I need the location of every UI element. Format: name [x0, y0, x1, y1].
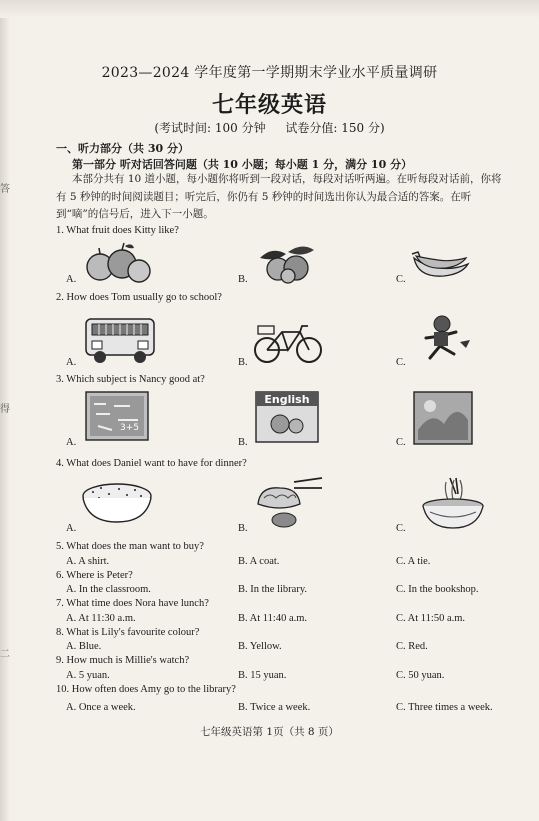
- question-8: 8. What is Lily's favourite colour?: [56, 627, 200, 638]
- q5-option-c[interactable]: C. A tie.: [396, 556, 431, 567]
- question-1: 1. What fruit does Kitty like?: [56, 225, 179, 236]
- q3-option-c[interactable]: C.: [396, 437, 406, 448]
- q9-option-a[interactable]: A. 5 yuan.: [66, 670, 110, 681]
- question-2: 2. How does Tom usually go to school?: [56, 292, 222, 303]
- svg-text:3+5: 3+5: [120, 423, 139, 433]
- q10-option-a[interactable]: A. Once a week.: [66, 702, 136, 713]
- question-4: 4. What does Daniel want to have for dinner?: [56, 458, 247, 469]
- full-score: 试卷分值: 150 分): [285, 121, 385, 135]
- q3-option-b[interactable]: B.: [238, 437, 248, 448]
- exam-time: (考试时间: 100 分钟: [154, 121, 266, 135]
- q3-option-a[interactable]: A.: [66, 437, 77, 448]
- margin-mark-1: 答: [0, 184, 10, 195]
- subject-title: 七年级英语: [211, 92, 327, 118]
- q1-option-b[interactable]: B.: [238, 274, 248, 285]
- q9-option-b[interactable]: B. 15 yuan.: [238, 670, 287, 681]
- q2-option-b[interactable]: B.: [238, 357, 248, 368]
- exam-title: 2023—2024 学年度第一学期期末学业水平质量调研: [101, 65, 438, 81]
- q7-option-b[interactable]: B. At 11:40 a.m.: [238, 613, 308, 624]
- margin-mark-3: 二: [0, 649, 10, 660]
- maths-book-picture: [84, 390, 150, 442]
- bus-picture: [82, 313, 158, 365]
- english-book-picture: [254, 390, 320, 444]
- margin-mark-2: 得: [0, 404, 10, 415]
- q10-option-b[interactable]: B. Twice a week.: [238, 702, 311, 713]
- noodles-picture: [420, 476, 486, 532]
- q2-option-a[interactable]: A.: [66, 357, 77, 368]
- q8-option-a[interactable]: A. Blue.: [66, 641, 102, 652]
- q6-option-c[interactable]: C. In the bookshop.: [396, 584, 479, 595]
- q6-option-b[interactable]: B. In the library.: [238, 584, 308, 595]
- question-6: 6. Where is Peter?: [56, 570, 133, 581]
- q4-option-a[interactable]: A.: [66, 523, 77, 534]
- q8-option-b[interactable]: B. Yellow.: [238, 641, 282, 652]
- oranges-picture: [252, 242, 322, 284]
- page-top-shadow: [0, 0, 539, 18]
- q4-option-b[interactable]: B.: [238, 523, 248, 534]
- q7-option-c[interactable]: C. At 11:50 a.m.: [396, 613, 466, 624]
- instructions: 本部分共有 10 道小题，每小题你将听到一段对话，每段对话听两遍。在听每段对话前，你将有 5 秒钟的时间阅读题目；听完后，你仍有 5 秒钟的时间选出你认为最合适的答案。在听到“嘀”的信号后，进入下一小题。: [56, 173, 502, 220]
- q9-option-c[interactable]: C. 50 yuan.: [396, 670, 445, 681]
- part-heading: 第一部分 听对话回答问题（共 10 小题；每小题 1 分，满分 10 分）: [72, 158, 413, 171]
- exam-info: [0, 119, 539, 136]
- dumplings-picture: [250, 476, 326, 530]
- page-footer: 七年级英语第 1页（共 8 页）: [200, 726, 339, 738]
- q7-option-a[interactable]: A. At 11:30 a.m.: [66, 613, 136, 624]
- running-boy-picture: [416, 312, 474, 364]
- question-3: 3. Which subject is Nancy good at?: [56, 374, 205, 385]
- q4-option-c[interactable]: C.: [396, 523, 406, 534]
- q1-option-c[interactable]: C.: [396, 274, 406, 285]
- q1-option-a[interactable]: A.: [66, 274, 77, 285]
- q10-option-c[interactable]: C. Three times a week.: [396, 702, 493, 713]
- bicycle-picture: [252, 318, 324, 366]
- art-book-picture: [412, 390, 474, 446]
- question-7: 7. What time does Nora have lunch?: [56, 598, 209, 609]
- question-9: 9. How much is Millie's watch?: [56, 655, 190, 666]
- q2-option-c[interactable]: C.: [396, 357, 406, 368]
- english-book-label: English: [264, 393, 310, 406]
- question-5: 5. What does the man want to buy?: [56, 541, 204, 552]
- q6-option-a[interactable]: A. In the classroom.: [66, 584, 151, 595]
- q5-option-a[interactable]: A. A shirt.: [66, 556, 110, 567]
- q5-option-b[interactable]: B. A coat.: [238, 556, 280, 567]
- question-10: 10. How often does Amy go to the library?: [56, 684, 236, 695]
- apples-picture: [82, 240, 154, 286]
- q8-option-c[interactable]: C. Red.: [396, 641, 428, 652]
- section-heading: 一、听力部分（共 30 分）: [56, 142, 189, 155]
- bananas-picture: [410, 248, 472, 284]
- rice-bowl-picture: [78, 478, 156, 526]
